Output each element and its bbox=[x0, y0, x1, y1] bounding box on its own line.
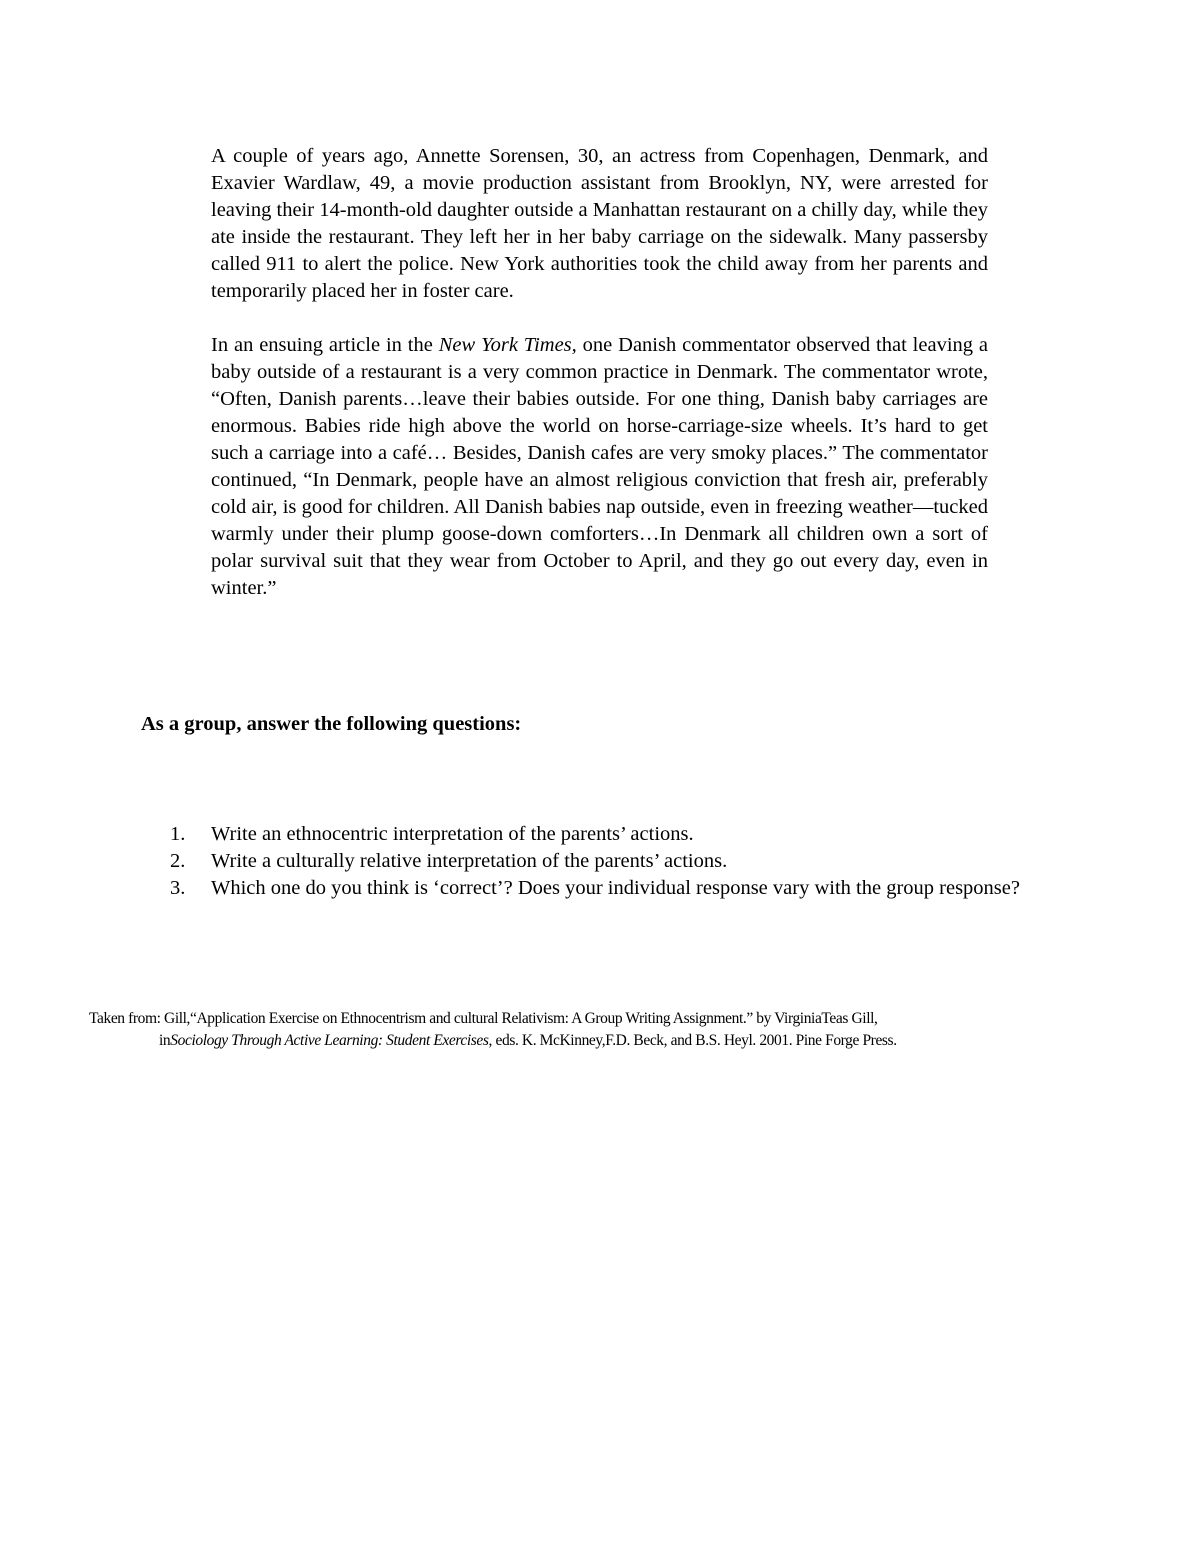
case-passage bbox=[211, 143, 988, 602]
question-number: 3. bbox=[170, 877, 186, 899]
questions-heading: As a group, answer the following questions: bbox=[141, 713, 522, 735]
question-text: Which one do you think is ‘correct’? Does your individual response vary with the group response? bbox=[211, 877, 1020, 899]
citation-prefix: in bbox=[159, 1032, 171, 1049]
citation-suffix: , eds. K. McKinney,F.D. Beck, and B.S. Heyl. 2001. Pine Forge Press. bbox=[488, 1032, 897, 1049]
book-title: Sociology Through Active Learning: Student Exercises bbox=[170, 1032, 489, 1049]
citation-line-1: Taken from: Gill,“Application Exercise on Ethnocentrism and cultural Relativism: A Group Writing Assignment.” by VirginiaTeas Gill, bbox=[89, 1010, 878, 1027]
citation-line-2 bbox=[89, 1030, 1089, 1052]
question-number: 1. bbox=[170, 823, 186, 845]
question-text: Write an ethnocentric interpretation of the parents’ actions. bbox=[211, 823, 694, 845]
question-item bbox=[170, 821, 1070, 848]
passage-paragraph-1: A couple of years ago, Annette Sorensen, 30, an actress from Copenhagen, Denmark, and Exavier Wardlaw, 49, a movie production assistant from Brooklyn, NY, were arrested for leaving their 14-month-old daughter outside a Manhattan restaurant on a chilly day, while they ate inside the restaurant. They left her in her baby carriage on the sidewalk. Many passersby called 911 to alert the police. New York authorities took the child away from her parents and temporarily placed her in foster care. bbox=[211, 145, 988, 302]
question-list bbox=[170, 821, 1070, 902]
question-item bbox=[170, 848, 1070, 875]
question-number: 2. bbox=[170, 850, 186, 872]
paragraph-2-intro: In an ensuing article in the bbox=[211, 334, 439, 356]
question-item bbox=[170, 875, 1070, 902]
source-citation bbox=[89, 1008, 1089, 1052]
question-text: Write a culturally relative interpretation of the parents’ actions. bbox=[211, 850, 728, 872]
passage-paragraph-2 bbox=[211, 332, 988, 602]
newspaper-title: New York Times, bbox=[438, 334, 577, 356]
paragraph-2-body: one Danish commentator observed that leaving a baby outside of a restaurant is a very common practice in Denmark. The commentator wrote, “Often, Danish parents…leave their babies outside. For one thing, Danish baby carriages are enormous. Babies ride high above the world on horse-carriage-size wheels. It’s hard to get such a carriage into a café… Besides, Danish cafes are very smoky places.” The commentator continued, “In Denmark, people have an almost religious conviction that fresh air, preferably cold air, is good for children. All Danish babies nap outside, even in freezing weather—tucked warmly under their plump goose-down comforters…In Denmark all children own a sort of polar survival suit that they wear from October to April, and they go out every day, even in winter.” bbox=[211, 334, 989, 599]
